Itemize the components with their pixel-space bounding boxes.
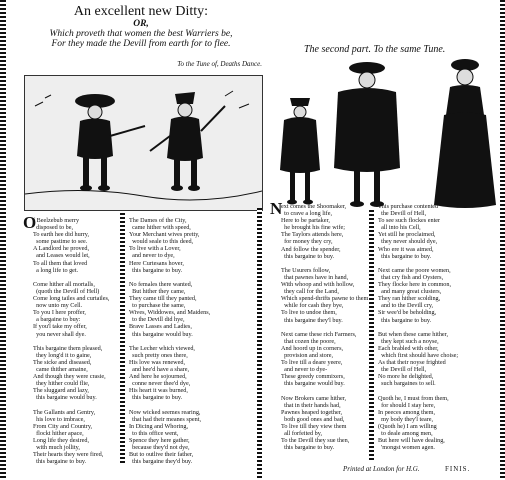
or-label: OR, — [133, 19, 149, 29]
subtitle-line-2: For they made the Devill from earth for to flee. — [51, 39, 231, 49]
verse-column-4: This purchase contented the Devill of Hell, To see such flockes enter all into his Cell, Yet still he proclaimed, they never should dye, Who ere it was aimed, this bargaine to buy. Next came the poore women, that cry fish and Oysters, They flocke here in common, and many great clusters, They ran hither scolding, and to the Devill cry, Sir wee'd be beholding, this bargaine to buy. But when these came hither, they kept such a noyse, Each brabled with other, which first should have choise; As that their noyse frighted the Devill of Hell, No more he delighted, such bargaines to sell. Quoth he, I must from them, for should I stay here, In peeces among them, my body they'l teare, (Quoth he) I am willing to deale among men, But here will have dealing, 'mongst women agen. — [378, 203, 459, 452]
middle-ornament-border-right — [369, 210, 374, 460]
finis-mark: FINIS. — [445, 465, 471, 473]
imprint-line: Printed at London for H.G. — [343, 465, 420, 473]
left-ornament-border — [0, 0, 6, 480]
woodcut-two-gentlemen — [24, 75, 263, 211]
woodcut-man-figure — [270, 90, 330, 210]
ballad-subtitle — [26, 19, 256, 49]
page-gutter-border — [257, 208, 262, 478]
subtitle-line-1: Which proveth that women the best Warriers be, — [49, 29, 233, 39]
tune-line: To the Tune of, Deaths Dance. — [177, 60, 262, 68]
verse-column-1: f Beelzebub merry disposed to be, To earth hee did hurry, some pastime to see. A Landlord he proved, and Leases would let, To all them that loved a long life to get. Come hither all mortalls, (quoth the Devill of Hell) Come long tailes and curtailes, now unto my Cell. To you I here proffer, a bargaine to buy: If you'l take my offer, you never shall dye. This bargaine them pleased, they long'd it to gaine, The sicke and diseased, came thither amaine, And though they were crasie, they hither could flie, The sluggard and lazy, this bargaine would buy. The Gallants and Gentry, his love to imbrace, From City and Country, flockt hither apace, Long life they desired, with much jollity, Their hearts they were fired, this bargaine to buy. — [33, 217, 110, 466]
drop-cap-n: N — [270, 199, 283, 218]
verse-column-2: The Dames of the City, came hither with speed, Your Merchant wives pretty, would seale to this deed, To live with a Lover, and never to dye, Here Curtesans hover, this bargaine to buy. No females there wanted, But hither they came, They came till they panted, to purchase the same, Wives, Widdowes, and Maidens, to the Devill did hye, Brave Lasses and Ladies, this bargaine would buy. The Lecher which viewed, such pretty ones there, His love was renewed, and hee'd have a share, And here he sojourned, conne never thee'd dye, His heart it was burned, this bargaine to buy. Now wicked seemes rearing, that had their meanes spent, In Dicing and Whoring, to this office went, Spence they here gather, because they'd not dye, But to outlive their father, this bargaine they'd buy. — [129, 217, 211, 466]
woodcut-woman-figure — [430, 55, 500, 213]
ballad-title: An excellent new Ditty: — [73, 4, 209, 19]
second-part-heading: The second part. To the same Tune. — [304, 44, 446, 55]
verse-column-3: ext comes the Shoomaker, to crave a long life, Here to be partaker, he brought his fine wife; The Taylors attends here, for money they cry, And follow the spender, this bargaine to buy. The Usurers follow, that pawnes have in hand, With whoop and with hollow, they call for the Land, Which spend-thrifts pawne to them while for cash they bye, To live to undoe them, this bargaine they'l buy. Next came these rich Farmers, that cozen the poore, And hoord up in corners, provision and store, To live till a deare yeere, and never to dye- These greedy commixers, this bargaine would buy. Now Brokers came hither, that in their hands had, Pawnes heaped together, both good ones and bad, To live till they view them all forfeited by, To the Devill they sue then, this bargaine to buy. — [281, 203, 369, 452]
right-ornament-border — [500, 0, 505, 480]
drop-cap-o: O — [23, 213, 37, 232]
middle-ornament-border-left — [120, 213, 125, 463]
woodcut-image — [25, 76, 262, 210]
woodcut-gentleman-figure — [330, 58, 405, 213]
